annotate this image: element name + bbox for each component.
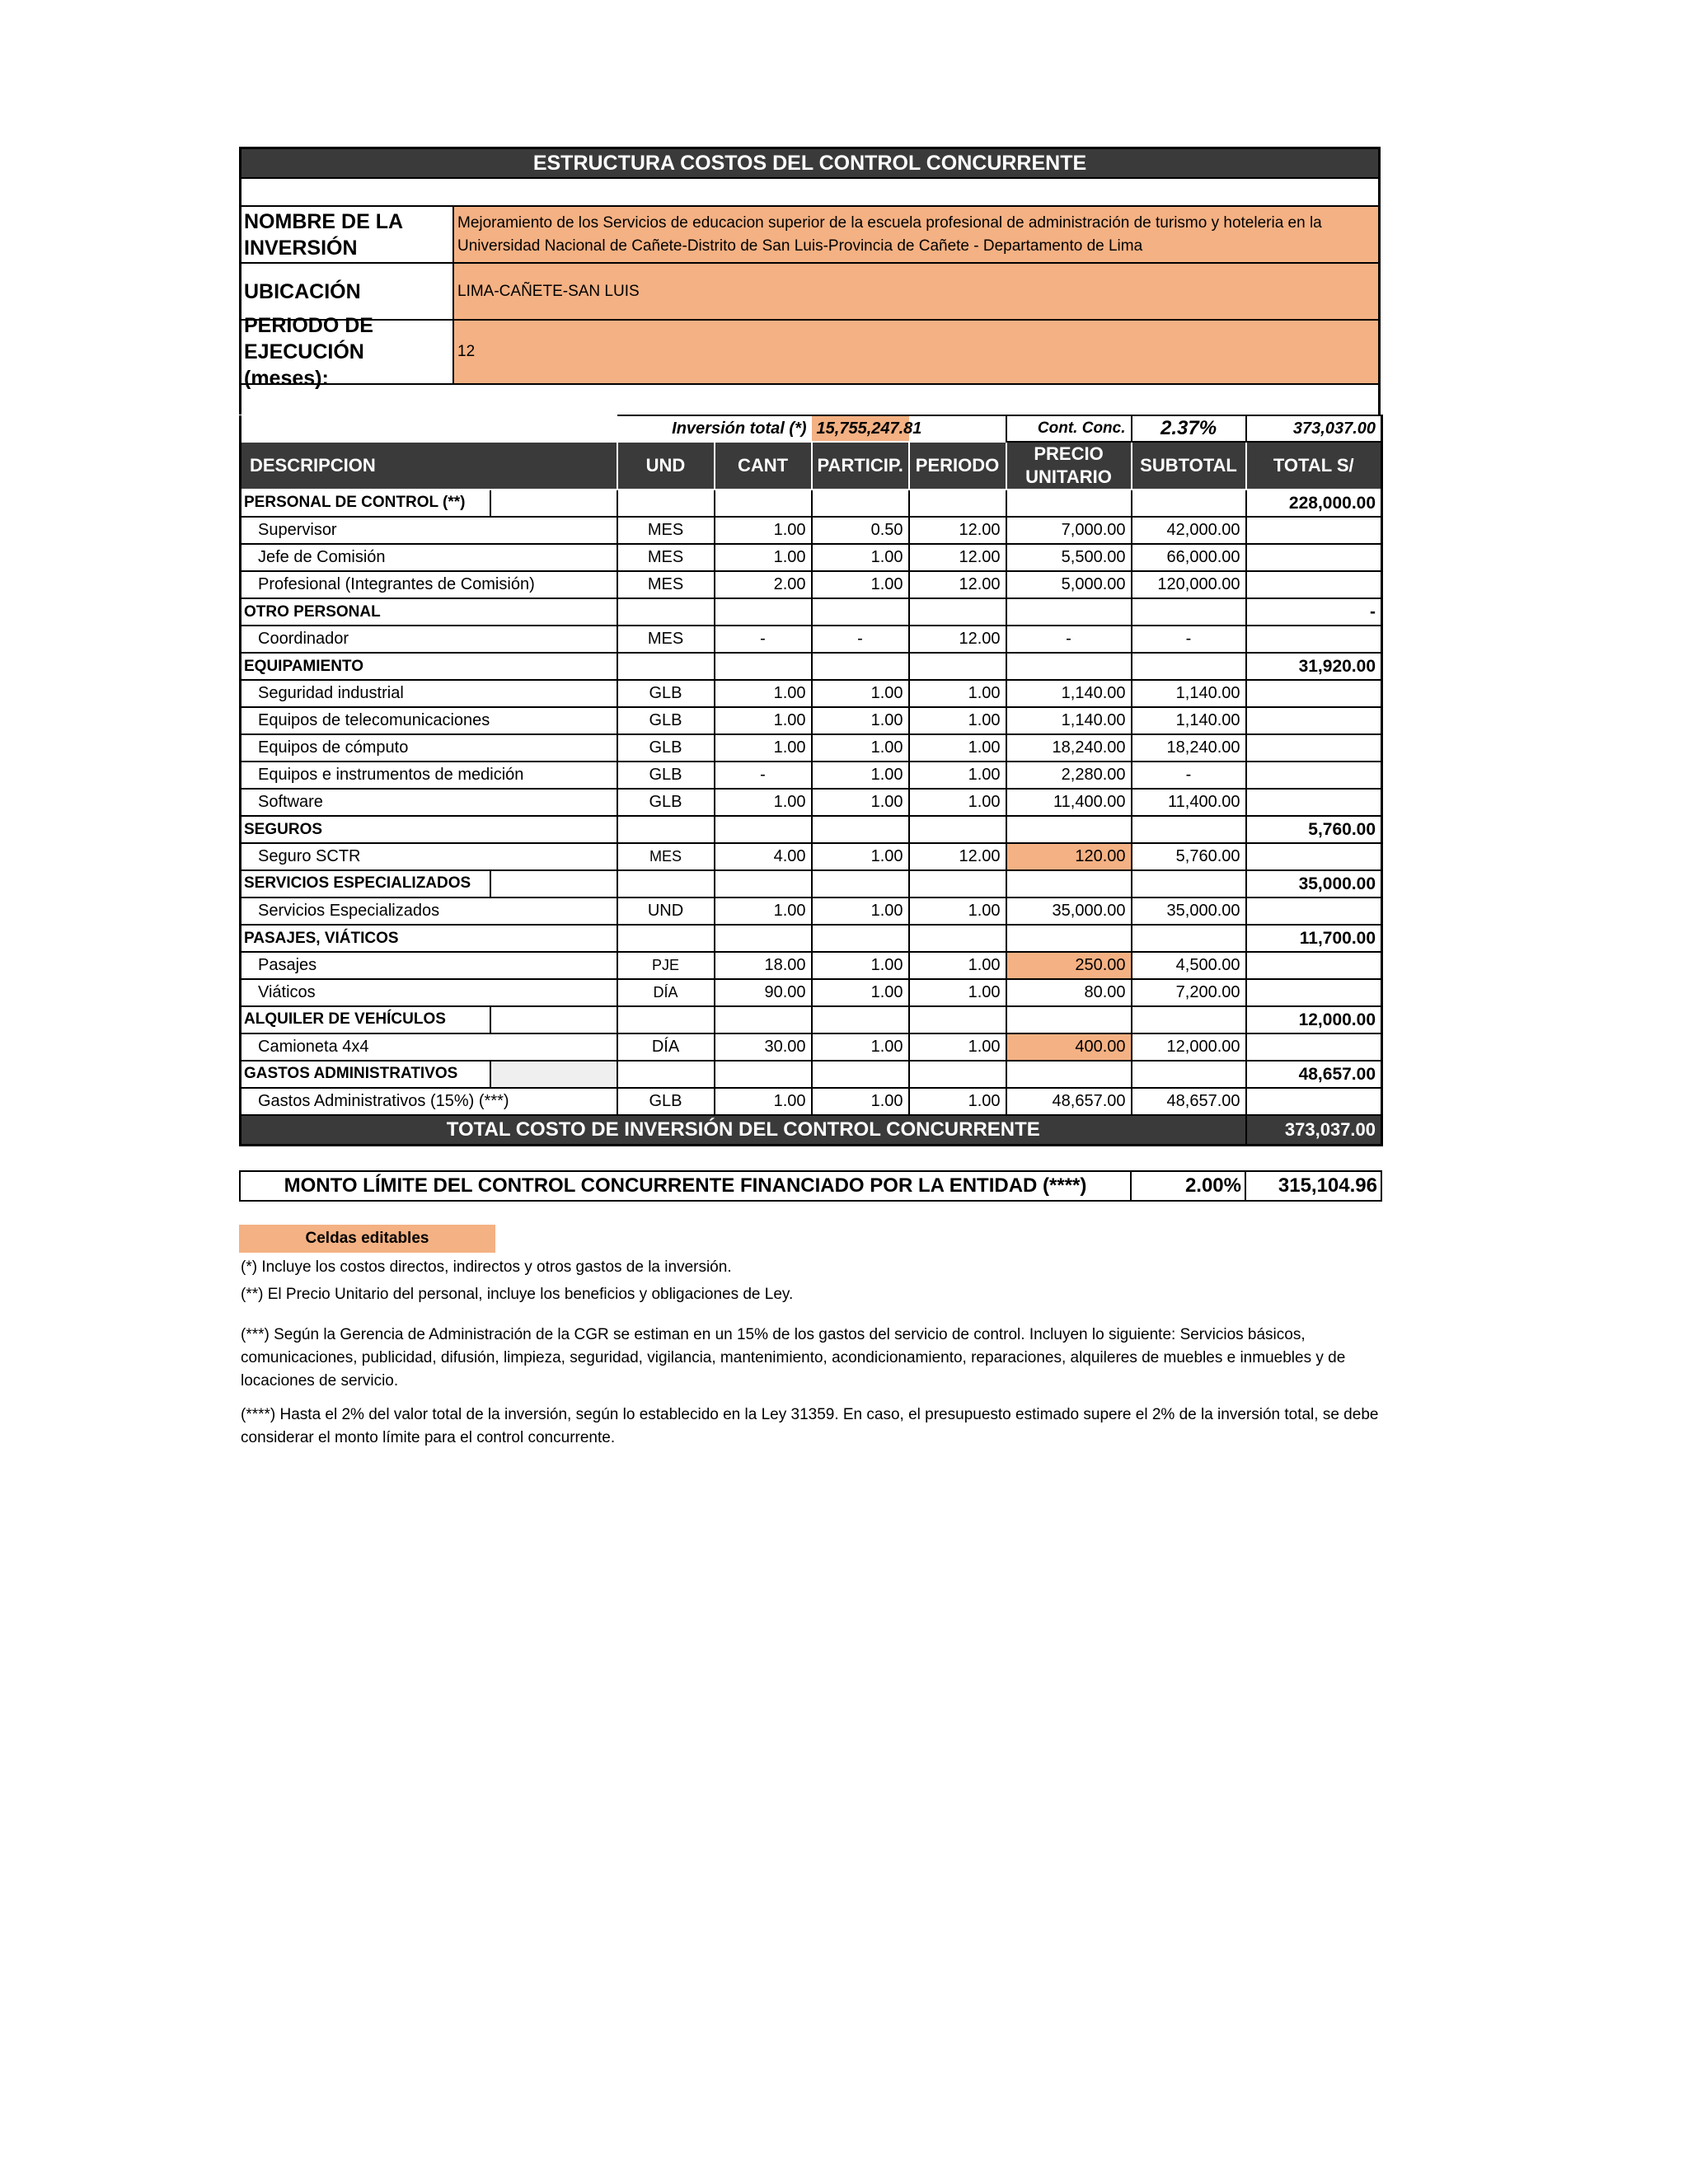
item-unit: DÍA <box>617 1033 715 1061</box>
item-row <box>241 544 1382 571</box>
item-unit-price: 1,140.00 <box>1006 680 1132 707</box>
item-quantity: 1.00 <box>715 898 812 925</box>
item-participation: 1.00 <box>812 680 909 707</box>
category-total: 5,760.00 <box>1246 816 1382 843</box>
item-period: 1.00 <box>909 707 1006 734</box>
item-subtotal: 66,000.00 <box>1132 544 1246 571</box>
item-description: Equipos e instrumentos de medición <box>241 762 617 789</box>
empty-cell <box>909 870 1006 898</box>
blank-cell <box>241 415 617 442</box>
investment-total-label: Inversión total (*) <box>617 415 812 442</box>
item-unit-price: 35,000.00 <box>1006 898 1132 925</box>
item-row <box>241 762 1382 789</box>
category-label <box>241 490 617 517</box>
item-row <box>241 707 1382 734</box>
category-label <box>241 1061 617 1088</box>
item-total-empty <box>1246 544 1382 571</box>
item-period: 1.00 <box>909 789 1006 816</box>
item-row <box>241 952 1382 979</box>
item-period: 1.00 <box>909 762 1006 789</box>
category-label: EQUIPAMIENTO <box>241 653 617 680</box>
item-unit: MES <box>617 517 715 544</box>
empty-cell <box>617 490 715 517</box>
empty-cell <box>1132 870 1246 898</box>
empty-cell <box>812 925 909 952</box>
category-fill <box>491 1007 617 1033</box>
item-unit-price: 2,280.00 <box>1006 762 1132 789</box>
item-subtotal: 7,200.00 <box>1132 979 1246 1006</box>
item-description: Supervisor <box>241 517 617 544</box>
empty-cell <box>909 490 1006 517</box>
category-total: - <box>1246 598 1382 626</box>
empty-cell <box>1006 490 1132 517</box>
item-quantity: 90.00 <box>715 979 812 1006</box>
note-2: (**) El Precio Unitario del personal, incluye los beneficios y obligaciones de Ley. <box>241 1286 794 1303</box>
item-total-empty <box>1246 517 1382 544</box>
col-header-particip: PARTICIP. <box>812 442 909 490</box>
item-unit: GLB <box>617 707 715 734</box>
item-description: Seguridad industrial <box>241 680 617 707</box>
item-total-empty <box>1246 626 1382 653</box>
item-description: Equipos de cómputo <box>241 734 617 762</box>
category-label <box>241 1006 617 1033</box>
sheet-title: ESTRUCTURA COSTOS DEL CONTROL CONCURRENTE <box>241 149 1378 177</box>
item-participation: 1.00 <box>812 979 909 1006</box>
item-participation: 1.00 <box>812 952 909 979</box>
col-header-periodo: PERIODO <box>909 442 1006 490</box>
category-label <box>241 870 617 898</box>
item-period: 1.00 <box>909 680 1006 707</box>
empty-cell <box>1132 1006 1246 1033</box>
col-header-total: TOTAL S/ <box>1246 442 1382 490</box>
item-unit: GLB <box>617 762 715 789</box>
item-quantity: 1.00 <box>715 789 812 816</box>
item-total-empty <box>1246 680 1382 707</box>
item-period: 1.00 <box>909 898 1006 925</box>
item-row <box>241 517 1382 544</box>
note-1: (*) Incluye los costos directos, indirectos y otros gastos de la inversión. <box>241 1258 732 1276</box>
item-quantity: 1.00 <box>715 734 812 762</box>
empty-cell <box>715 1006 812 1033</box>
item-description: Gastos Administrativos (15%) (***) <box>241 1088 617 1115</box>
item-quantity: - <box>715 762 812 789</box>
item-total-empty <box>1246 1088 1382 1115</box>
empty-cell <box>715 870 812 898</box>
category-total: 12,000.00 <box>1246 1006 1382 1033</box>
investment-name-row <box>241 205 1378 262</box>
empty-cell <box>1132 653 1246 680</box>
empty-cell <box>1132 1061 1246 1088</box>
item-unit: GLB <box>617 680 715 707</box>
empty-cell <box>812 490 909 517</box>
item-row <box>241 734 1382 762</box>
empty-cell <box>812 1061 909 1088</box>
item-row <box>241 680 1382 707</box>
item-row <box>241 898 1382 925</box>
item-total-empty <box>1246 734 1382 762</box>
empty-cell <box>715 816 812 843</box>
monto-limite-percent: 2.00% <box>1131 1171 1245 1201</box>
item-unit-price: 80.00 <box>1006 979 1132 1006</box>
item-quantity: 1.00 <box>715 707 812 734</box>
empty-cell <box>812 1006 909 1033</box>
item-total-empty <box>1246 789 1382 816</box>
empty-cell <box>617 816 715 843</box>
location-value[interactable]: LIMA-CAÑETE-SAN LUIS <box>454 264 1378 319</box>
empty-cell <box>617 1006 715 1033</box>
empty-cell <box>715 598 812 626</box>
empty-cell <box>617 870 715 898</box>
item-description: Equipos de telecomunicaciones <box>241 707 617 734</box>
item-unit: MES <box>617 544 715 571</box>
item-subtotal: 48,657.00 <box>1132 1088 1246 1115</box>
item-participation: 0.50 <box>812 517 909 544</box>
empty-cell <box>909 653 1006 680</box>
empty-cell <box>909 1061 1006 1088</box>
category-total: 48,657.00 <box>1246 1061 1382 1088</box>
item-period: 12.00 <box>909 571 1006 598</box>
item-unit: MES <box>617 626 715 653</box>
cont-conc-percent: 2.37% <box>1132 415 1246 442</box>
empty-cell <box>715 925 812 952</box>
item-unit: MES <box>617 843 715 870</box>
editable-cells-legend: Celdas editables <box>239 1225 495 1253</box>
category-name: ALQUILER DE VEHÍCULOS <box>241 1007 491 1033</box>
empty-cell <box>1132 816 1246 843</box>
empty-cell <box>812 653 909 680</box>
monto-limite-label: MONTO LÍMITE DEL CONTROL CONCURRENTE FINANCIADO POR LA ENTIDAD (****) <box>240 1171 1131 1201</box>
note-3: (***) Según la Gerencia de Administración de la CGR se estiman en un 15% de los gastos del servicio de control. Incluyen lo siguiente: Servicios básicos, comunicaciones, publicidad, difusión, limpieza, seguridad, vigilancia, mantenimiento, acondicionamiento, reparaciones, alquileres de muebles e inmuebles y de locaciones de servicio. <box>241 1326 1346 1390</box>
cont-conc-label: Cont. Conc. <box>1006 415 1132 442</box>
category-row <box>241 1061 1382 1088</box>
item-participation: 1.00 <box>812 544 909 571</box>
blank-cell <box>909 415 1006 442</box>
grand-total-value: 373,037.00 <box>1246 1115 1382 1145</box>
item-subtotal: 42,000.00 <box>1132 517 1246 544</box>
empty-cell <box>812 870 909 898</box>
item-period: 1.00 <box>909 1033 1006 1061</box>
item-quantity: 2.00 <box>715 571 812 598</box>
empty-cell <box>812 598 909 626</box>
investment-total-row <box>241 415 1382 442</box>
category-row <box>241 490 1382 517</box>
item-quantity: 30.00 <box>715 1033 812 1061</box>
item-description: Viáticos <box>241 979 617 1006</box>
category-fill <box>491 871 617 897</box>
item-subtotal: 11,400.00 <box>1132 789 1246 816</box>
item-quantity: 1.00 <box>715 544 812 571</box>
category-total: 228,000.00 <box>1246 490 1382 517</box>
period-label: PERIODO DE EJECUCIÓN (meses): <box>241 321 454 383</box>
col-header-descripcion: DESCRIPCION <box>241 442 617 490</box>
category-total: 31,920.00 <box>1246 653 1382 680</box>
item-unit: GLB <box>617 734 715 762</box>
item-total-empty <box>1246 898 1382 925</box>
item-row <box>241 1088 1382 1115</box>
item-participation: 1.00 <box>812 898 909 925</box>
empty-cell <box>715 490 812 517</box>
category-total: 11,700.00 <box>1246 925 1382 952</box>
item-participation: 1.00 <box>812 571 909 598</box>
item-row <box>241 626 1382 653</box>
item-subtotal: 12,000.00 <box>1132 1033 1246 1061</box>
item-quantity: 18.00 <box>715 952 812 979</box>
item-quantity: 1.00 <box>715 517 812 544</box>
category-row <box>241 925 1382 952</box>
item-unit-price[interactable]: 400.00 <box>1006 1033 1132 1061</box>
empty-cell <box>909 925 1006 952</box>
item-participation: 1.00 <box>812 762 909 789</box>
period-row <box>241 314 1378 390</box>
item-subtotal: 35,000.00 <box>1132 898 1246 925</box>
item-unit: DÍA <box>617 979 715 1006</box>
item-unit-price: 5,000.00 <box>1006 571 1132 598</box>
category-label: SEGUROS <box>241 816 617 843</box>
item-description: Pasajes <box>241 952 617 979</box>
grand-total-label: TOTAL COSTO DE INVERSIÓN DEL CONTROL CONCURRENTE <box>241 1115 1246 1145</box>
item-subtotal: 120,000.00 <box>1132 571 1246 598</box>
item-unit-price: 5,500.00 <box>1006 544 1132 571</box>
item-unit-price: 7,000.00 <box>1006 517 1132 544</box>
item-unit-price: 11,400.00 <box>1006 789 1132 816</box>
item-subtotal: 1,140.00 <box>1132 707 1246 734</box>
empty-cell <box>1006 1006 1132 1033</box>
item-participation: 1.00 <box>812 1033 909 1061</box>
item-subtotal: 1,140.00 <box>1132 680 1246 707</box>
item-description: Servicios Especializados <box>241 898 617 925</box>
item-quantity: - <box>715 626 812 653</box>
empty-cell <box>909 598 1006 626</box>
empty-cell <box>617 1061 715 1088</box>
item-total-empty <box>1246 707 1382 734</box>
empty-cell <box>617 653 715 680</box>
category-row <box>241 598 1382 626</box>
grand-total-row <box>241 1115 1382 1145</box>
item-period: 12.00 <box>909 626 1006 653</box>
empty-cell <box>1006 816 1132 843</box>
empty-cell <box>1006 653 1132 680</box>
item-participation: 1.00 <box>812 789 909 816</box>
location-label: UBICACIÓN <box>241 264 454 319</box>
empty-cell <box>1006 925 1132 952</box>
item-period: 1.00 <box>909 1088 1006 1115</box>
item-total-empty <box>1246 1033 1382 1061</box>
item-period: 1.00 <box>909 979 1006 1006</box>
item-row <box>241 843 1382 870</box>
empty-cell <box>715 653 812 680</box>
column-header-row <box>241 442 1382 490</box>
category-name: GASTOS ADMINISTRATIVOS <box>241 1062 491 1087</box>
item-unit: UND <box>617 898 715 925</box>
item-row <box>241 789 1382 816</box>
item-subtotal: - <box>1132 626 1246 653</box>
empty-cell <box>1132 490 1246 517</box>
col-header-precio-unitario: PRECIO UNITARIO <box>1006 442 1132 490</box>
spacer-row <box>241 177 1378 205</box>
item-period: 12.00 <box>909 544 1006 571</box>
item-unit-price: 18,240.00 <box>1006 734 1132 762</box>
category-row <box>241 870 1382 898</box>
item-subtotal: - <box>1132 762 1246 789</box>
empty-cell <box>617 925 715 952</box>
period-value[interactable]: 12 <box>454 321 1378 383</box>
item-unit-price: - <box>1006 626 1132 653</box>
category-total: 35,000.00 <box>1246 870 1382 898</box>
header-block <box>239 147 1381 415</box>
item-participation: - <box>812 626 909 653</box>
item-subtotal: 18,240.00 <box>1132 734 1246 762</box>
item-total-empty <box>1246 979 1382 1006</box>
item-unit: GLB <box>617 789 715 816</box>
item-quantity: 4.00 <box>715 843 812 870</box>
investment-name-label: NOMBRE DE LA INVERSIÓN <box>241 207 454 262</box>
category-label: PASAJES, VIÁTICOS <box>241 925 617 952</box>
empty-cell <box>1006 870 1132 898</box>
monto-limite-row <box>239 1170 1382 1202</box>
item-description: Seguro SCTR <box>241 843 617 870</box>
cost-structure-sheet <box>239 147 1381 1146</box>
investment-total-value[interactable]: 15,755,247.81 <box>812 415 909 442</box>
item-quantity: 1.00 <box>715 1088 812 1115</box>
empty-cell <box>715 1061 812 1088</box>
item-subtotal: 4,500.00 <box>1132 952 1246 979</box>
category-label: OTRO PERSONAL <box>241 598 617 626</box>
item-total-empty <box>1246 571 1382 598</box>
cont-conc-total: 373,037.00 <box>1246 415 1382 442</box>
category-name: PERSONAL DE CONTROL (**) <box>241 490 491 516</box>
item-total-empty <box>1246 843 1382 870</box>
col-header-subtotal: SUBTOTAL <box>1132 442 1246 490</box>
item-unit-price: 1,140.00 <box>1006 707 1132 734</box>
item-participation: 1.00 <box>812 843 909 870</box>
item-unit-price[interactable]: 120.00 <box>1006 843 1132 870</box>
empty-cell <box>1132 598 1246 626</box>
item-period: 12.00 <box>909 517 1006 544</box>
item-row <box>241 571 1382 598</box>
monto-limite-value: 315,104.96 <box>1245 1171 1381 1201</box>
empty-cell <box>909 816 1006 843</box>
item-period: 1.00 <box>909 734 1006 762</box>
item-description: Software <box>241 789 617 816</box>
item-unit: PJE <box>617 952 715 979</box>
item-participation: 1.00 <box>812 707 909 734</box>
item-unit-price[interactable]: 250.00 <box>1006 952 1132 979</box>
col-header-und: UND <box>617 442 715 490</box>
category-name: SERVICIOS ESPECIALIZADOS <box>241 871 491 897</box>
category-row <box>241 816 1382 843</box>
investment-name-value[interactable]: Mejoramiento de los Servicios de educacion superior de la escuela profesional de administración de turismo y hoteleria en la Universidad Nacional de Cañete-Distrito de San Luis-Provincia de Cañete - Departamento de Lima <box>454 207 1378 262</box>
item-total-empty <box>1246 762 1382 789</box>
item-period: 1.00 <box>909 952 1006 979</box>
empty-cell <box>617 598 715 626</box>
empty-cell <box>1006 598 1132 626</box>
note-4: (****) Hasta el 2% del valor total de la inversión, según lo establecido en la Ley 31359. En caso, el presupuesto estimado supere el 2% de la inversión total, se debe considerar el monto límite para el control concurrente. <box>241 1406 1379 1446</box>
category-row <box>241 1006 1382 1033</box>
item-description: Coordinador <box>241 626 617 653</box>
category-fill <box>491 490 617 516</box>
empty-cell <box>909 1006 1006 1033</box>
category-fill <box>491 1062 617 1087</box>
item-quantity: 1.00 <box>715 680 812 707</box>
item-unit: GLB <box>617 1088 715 1115</box>
item-description: Profesional (Integrantes de Comisión) <box>241 571 617 598</box>
item-description: Camioneta 4x4 <box>241 1033 617 1061</box>
item-period: 12.00 <box>909 843 1006 870</box>
item-unit-price: 48,657.00 <box>1006 1088 1132 1115</box>
category-row <box>241 653 1382 680</box>
item-row <box>241 1033 1382 1061</box>
location-row <box>241 262 1378 319</box>
item-unit: MES <box>617 571 715 598</box>
col-header-cant: CANT <box>715 442 812 490</box>
cost-table <box>239 415 1383 1146</box>
item-row <box>241 979 1382 1006</box>
item-description: Jefe de Comisión <box>241 544 617 571</box>
item-participation: 1.00 <box>812 1088 909 1115</box>
item-total-empty <box>1246 952 1382 979</box>
empty-cell <box>812 816 909 843</box>
item-participation: 1.00 <box>812 734 909 762</box>
empty-cell <box>1006 1061 1132 1088</box>
item-subtotal: 5,760.00 <box>1132 843 1246 870</box>
empty-cell <box>1132 925 1246 952</box>
